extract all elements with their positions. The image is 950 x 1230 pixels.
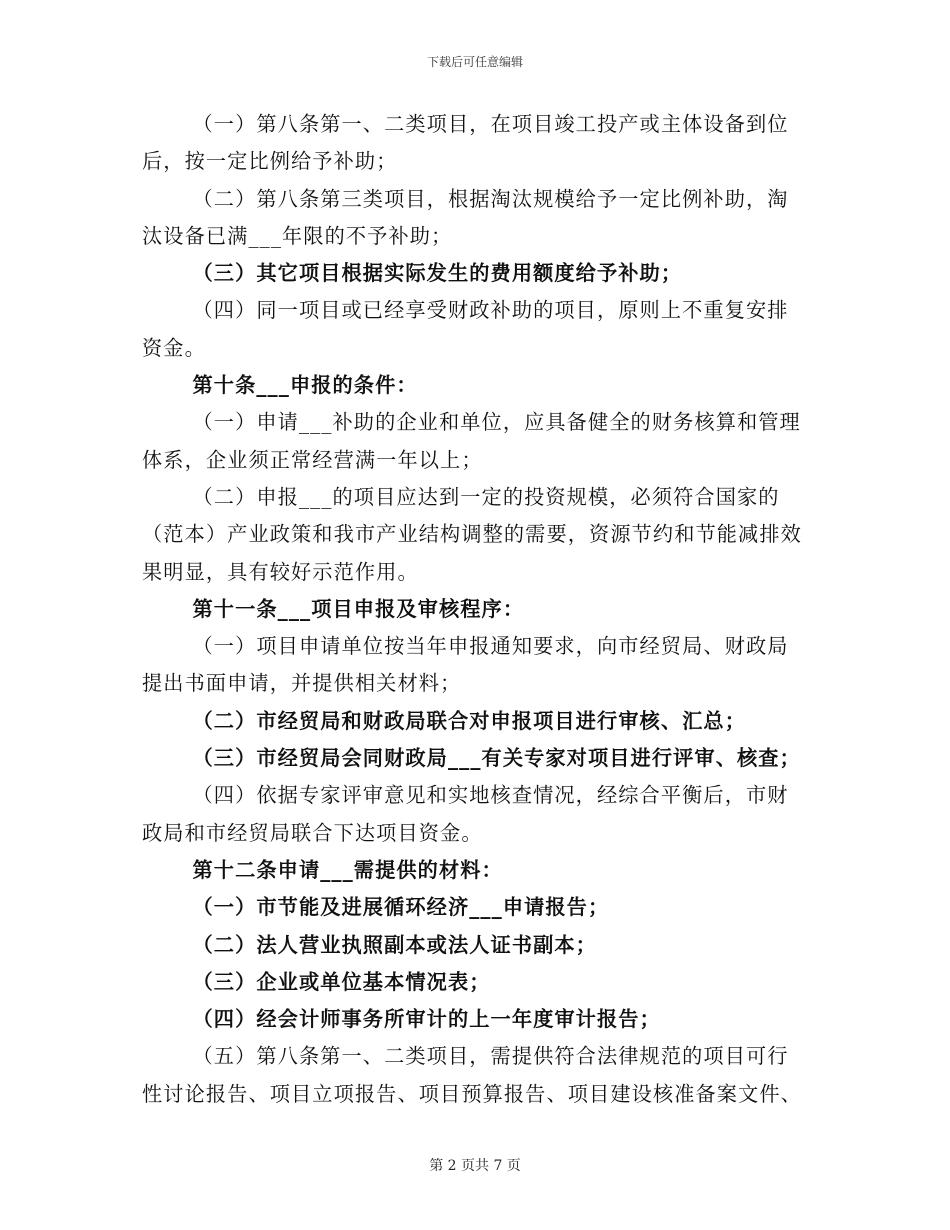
paragraph-clause-12-5: （五）第八条第一、二类项目，需提供符合法律规范的项目可行性讨论报告、项目立项报告、项目预算报告、项目建设核准备案文件、 xyxy=(142,1044,802,1106)
paragraph-clause-12-3: （三）企业或单位基本情况表； xyxy=(192,969,491,994)
heading-article-11: 第十一条___项目申报及审核程序： xyxy=(192,596,525,621)
paragraph-clause-12-4: （四）经会计师事务所审计的上一年度审计报告； xyxy=(192,1007,661,1032)
paragraph-clause-11-3: （三）市经贸局会同财政局___有关专家对项目进行评审、核查； xyxy=(192,746,801,771)
paragraph-clause-10-2: （二）申报___的项目应达到一定的投资规模，必须符合国家的（范本）产业政策和我市产业结构调整的需要，资源节约和节能减排效果明显，具有较好示范作用。 xyxy=(142,484,802,584)
page-header-note: 下载后可任意编辑 xyxy=(426,55,523,69)
paragraph-clause-9-1: （一）第八条第一、二类项目，在项目竣工投产或主体设备到位后，按一定比例给予补助； xyxy=(142,112,789,174)
heading-article-12: 第十二条申请___需提供的材料： xyxy=(192,857,503,882)
paragraph-clause-9-3: （三）其它项目根据实际发生的费用额度给予补助； xyxy=(192,261,683,286)
paragraph-clause-11-1: （一）项目申请单位按当年申报通知要求，向市经贸局、财政局提出书面申请，并提供相关材料； xyxy=(142,634,789,696)
paragraph-clause-12-2: （二）法人营业执照副本或法人证书副本； xyxy=(192,932,597,957)
paragraph-clause-11-4: （四）依据专家评审意见和实地核查情况，经综合平衡后，市财政局和市经贸局联合下达项目资金。 xyxy=(142,783,789,845)
paragraph-clause-9-2: （二）第八条第三类项目，根据淘汰规模给予一定比例补助，淘汰设备已满___年限的不予补助； xyxy=(142,186,789,248)
page-number-footer: 第 2 页共 7 页 xyxy=(429,1158,521,1174)
document-body xyxy=(142,106,806,1113)
paragraph-clause-9-4: （四）同一项目或已经享受财政补助的项目，原则上不重复安排资金。 xyxy=(142,298,789,360)
heading-article-10: 第十条___申报的条件： xyxy=(192,373,418,398)
paragraph-clause-12-1: （一）市节能及进展循环经济___申请报告； xyxy=(192,895,610,920)
paragraph-clause-11-2: （二）市经贸局和财政局联合对申报项目进行审核、汇总； xyxy=(192,708,746,733)
paragraph-clause-10-1: （一）申请___补助的企业和单位，应具备健全的财务核算和管理体系，企业须正常经营满一年以上； xyxy=(142,410,801,472)
